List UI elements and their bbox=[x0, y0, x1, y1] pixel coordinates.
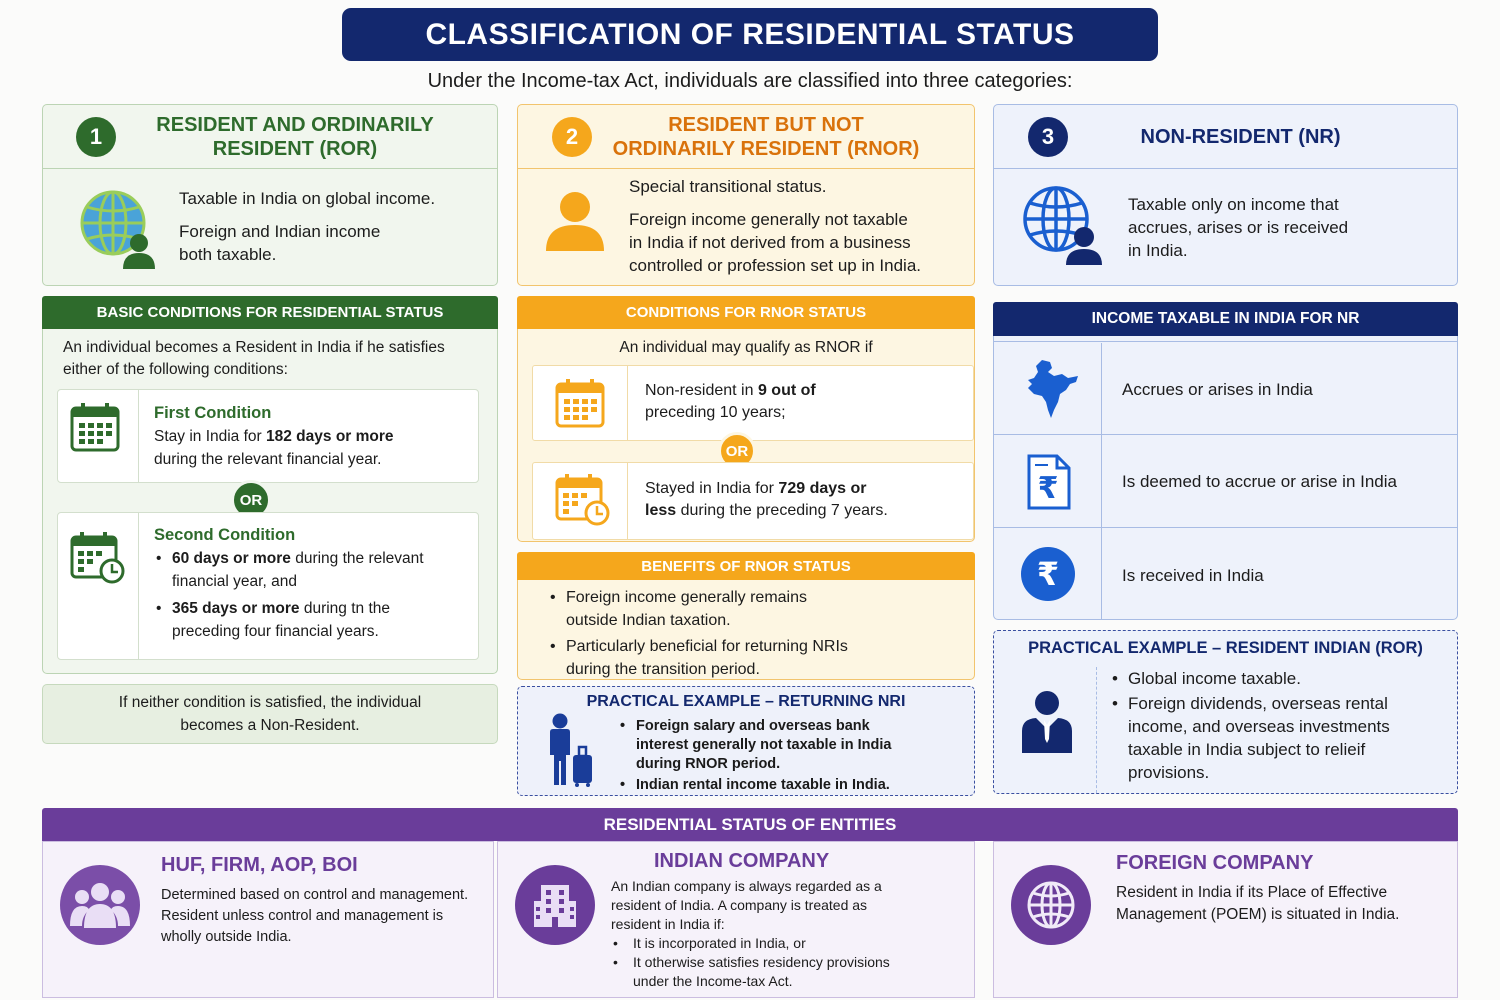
rnor-header bbox=[518, 105, 974, 169]
huf-line2: Resident unless control and management is bbox=[161, 908, 444, 924]
businessman-icon bbox=[1020, 689, 1074, 753]
basic-conditions-header: BASIC CONDITIONS FOR RESIDENTIAL STATUS bbox=[42, 296, 498, 329]
svg-text:₹: ₹ bbox=[1037, 471, 1059, 506]
returning-nri-example bbox=[517, 686, 975, 796]
returning-nri-title: PRACTICAL EXAMPLE – RETURNING NRI bbox=[586, 693, 906, 710]
indian-company-line3: resident in India if: bbox=[611, 916, 725, 932]
ror-example-bullet-1: • Global income taxable. bbox=[1110, 667, 1390, 690]
second-condition-title: Second Condition bbox=[154, 526, 296, 544]
nr-title: NON-RESIDENT (NR) bbox=[1140, 125, 1341, 148]
india-map-icon bbox=[1024, 358, 1080, 420]
returning-nri-bullet-2: • Indian rental income taxable in India. bbox=[618, 776, 891, 795]
ror-title-line1: RESIDENT AND ORDINARILY bbox=[156, 113, 434, 136]
note-line2: becomes a Non-Resident. bbox=[180, 717, 360, 734]
basic-conditions-intro-line1: An individual becomes a Resident in India if he satisfies bbox=[63, 339, 445, 356]
ror-desc2-line1: Foreign and Indian income bbox=[179, 222, 381, 241]
rnor-desc2-line3: controlled or profession set up in India. bbox=[629, 256, 922, 275]
foreign-company-line1: Resident in India if its Place of Effective bbox=[1116, 884, 1388, 901]
rnor-desc2-line1: Foreign income generally not taxable bbox=[629, 210, 908, 229]
note-line1: If neither condition is satisfied, the individual bbox=[118, 694, 422, 711]
nr-income-header: INCOME TAXABLE IN INDIA FOR NR bbox=[993, 302, 1458, 336]
ror-desc1: Taxable in India on global income. bbox=[179, 189, 436, 208]
returning-nri-bullet-1: • Foreign salary and overseas bank interest generally not taxable in India during RNOR period. bbox=[618, 717, 891, 774]
nr-header bbox=[994, 105, 1457, 169]
huf-entity-card bbox=[42, 841, 494, 998]
rnor-condition-2-line2: during the preceding 7 years. bbox=[676, 502, 888, 519]
rnor-desc2-line2: in India if not derived from a business bbox=[629, 233, 911, 252]
rnor-condition-1-years: 9 out of bbox=[757, 382, 816, 399]
nr-income-row-text: Accrues or arises in India bbox=[1122, 380, 1313, 399]
nr-desc-line3: in India. bbox=[1128, 241, 1188, 260]
person-icon bbox=[544, 189, 606, 251]
first-condition-title: First Condition bbox=[154, 404, 272, 422]
rnor-desc1: Special transitional status. bbox=[629, 177, 827, 196]
ror-card bbox=[42, 104, 498, 286]
rnor-number-badge: 2 bbox=[552, 117, 592, 157]
nr-income-row-text: Is received in India bbox=[1122, 566, 1264, 585]
globe-person-icon bbox=[79, 189, 161, 271]
foreign-company-line2: Management (POEM) is situated in India. bbox=[1116, 906, 1400, 923]
indian-company-line2: resident of India. A company is treated as bbox=[611, 897, 868, 913]
nr-card bbox=[993, 104, 1458, 286]
rnor-benefit-2: • Particularly beneficial for returning NRIs during the transition period. bbox=[548, 636, 848, 681]
ror-header bbox=[43, 105, 497, 169]
calendar-clock-icon bbox=[555, 473, 611, 527]
page-subtitle: Under the Income-tax Act, individuals are classified into three categories: bbox=[427, 70, 1073, 92]
page-title: CLASSIFICATION OF RESIDENTIAL STATUS bbox=[342, 8, 1158, 61]
foreign-company-title: FOREIGN COMPANY bbox=[1116, 852, 1314, 874]
rnor-benefit-1: • Foreign income generally remains outside Indian taxation. bbox=[548, 587, 848, 632]
rupee-coin-icon: ₹ bbox=[1021, 547, 1075, 601]
rnor-condition-2-days: 729 days or bbox=[778, 480, 867, 497]
nr-income-row-text: Is deemed to accrue or arise in India bbox=[1122, 472, 1397, 491]
globe-person-icon bbox=[1022, 185, 1104, 267]
rnor-conditions-panel bbox=[517, 296, 975, 542]
basic-conditions-panel bbox=[42, 296, 498, 674]
rnor-benefits-panel bbox=[517, 552, 975, 680]
first-condition-days: 182 days or more bbox=[266, 428, 394, 445]
ror-example bbox=[993, 630, 1458, 794]
ror-example-title: PRACTICAL EXAMPLE – RESIDENT INDIAN (ROR) bbox=[1028, 639, 1423, 657]
entities-header: RESIDENTIAL STATUS OF ENTITIES bbox=[42, 808, 1458, 841]
calendar-icon bbox=[555, 378, 605, 428]
first-condition-text: Stay in India for bbox=[154, 428, 267, 445]
rnor-conditions-header: CONDITIONS FOR RNOR STATUS bbox=[517, 296, 975, 329]
second-condition-bullet-1: • 60 days or more during the relevant financial year, and bbox=[154, 547, 474, 593]
or-badge-rnor: OR bbox=[718, 432, 756, 470]
globe-icon bbox=[1011, 865, 1091, 945]
calendar-clock-icon bbox=[70, 531, 126, 585]
huf-line1: Determined based on control and management. bbox=[161, 887, 469, 903]
nr-income-row bbox=[994, 528, 1457, 620]
ror-number-badge: 1 bbox=[76, 117, 116, 157]
second-condition-box bbox=[57, 512, 479, 660]
indian-company-bullet-1: • It is incorporated in India, or bbox=[611, 934, 890, 953]
huf-title: HUF, FIRM, AOP, BOI bbox=[161, 854, 358, 876]
rnor-benefits-header: BENEFITS OF RNOR STATUS bbox=[517, 552, 975, 580]
group-icon bbox=[60, 865, 140, 945]
first-condition-box bbox=[57, 389, 479, 483]
first-condition-line2: during the relevant financial year. bbox=[154, 451, 382, 468]
nr-number-badge: 3 bbox=[1028, 117, 1068, 157]
rnor-condition-2: Stayed in India for 729 days or less during the preceding 7 years. bbox=[532, 462, 974, 540]
indian-company-line1: An Indian company is always regarded as a bbox=[611, 878, 882, 894]
rnor-conditions-intro: An individual may qualify as RNOR if bbox=[619, 339, 873, 356]
calendar-icon bbox=[70, 402, 120, 452]
rnor-title-line1: RESIDENT BUT NOT bbox=[668, 113, 864, 136]
rnor-condition-1 bbox=[532, 365, 974, 441]
indian-company-title: INDIAN COMPANY bbox=[654, 850, 830, 872]
nr-desc-line1: Taxable only on income that bbox=[1128, 195, 1339, 214]
rnor-condition-2-text: Stayed in India for bbox=[645, 480, 779, 497]
basic-conditions-intro-line2: either of the following conditions: bbox=[63, 361, 288, 378]
nr-income-row bbox=[994, 342, 1457, 434]
ror-title-line2: RESIDENT (ROR) bbox=[212, 137, 378, 160]
building-icon bbox=[515, 865, 595, 945]
huf-line3: wholly outside India. bbox=[161, 929, 292, 945]
nr-desc-line2: accrues, arises or is received bbox=[1128, 218, 1349, 237]
rnor-title-line2: ORDINARILY RESIDENT (RNOR) bbox=[612, 137, 920, 160]
rnor-condition-1-text: Non-resident in bbox=[645, 382, 758, 399]
nr-income-table bbox=[993, 302, 1458, 620]
nr-income-row bbox=[994, 435, 1457, 527]
rupee-document-icon bbox=[1026, 453, 1072, 511]
ror-desc2-line2: both taxable. bbox=[179, 245, 277, 264]
second-condition-bullet-2: • 365 days or more during tn the preceding four financial years. bbox=[154, 597, 474, 643]
or-badge-basic: OR bbox=[231, 480, 271, 520]
indian-company-bullet-2: • It otherwise satisfies residency provisions under the Income-tax Act. bbox=[611, 953, 890, 991]
traveler-luggage-icon bbox=[540, 711, 598, 787]
foreign-company-card bbox=[993, 841, 1458, 998]
indian-company-card bbox=[497, 841, 975, 998]
ror-example-bullet-2: • Foreign dividends, overseas rental income, and overseas investments taxable in India subject to relieif provisions. bbox=[1110, 692, 1390, 784]
non-resident-note bbox=[42, 684, 498, 744]
rnor-condition-1-line2: preceding 10 years; bbox=[645, 404, 786, 421]
rnor-card bbox=[517, 104, 975, 286]
